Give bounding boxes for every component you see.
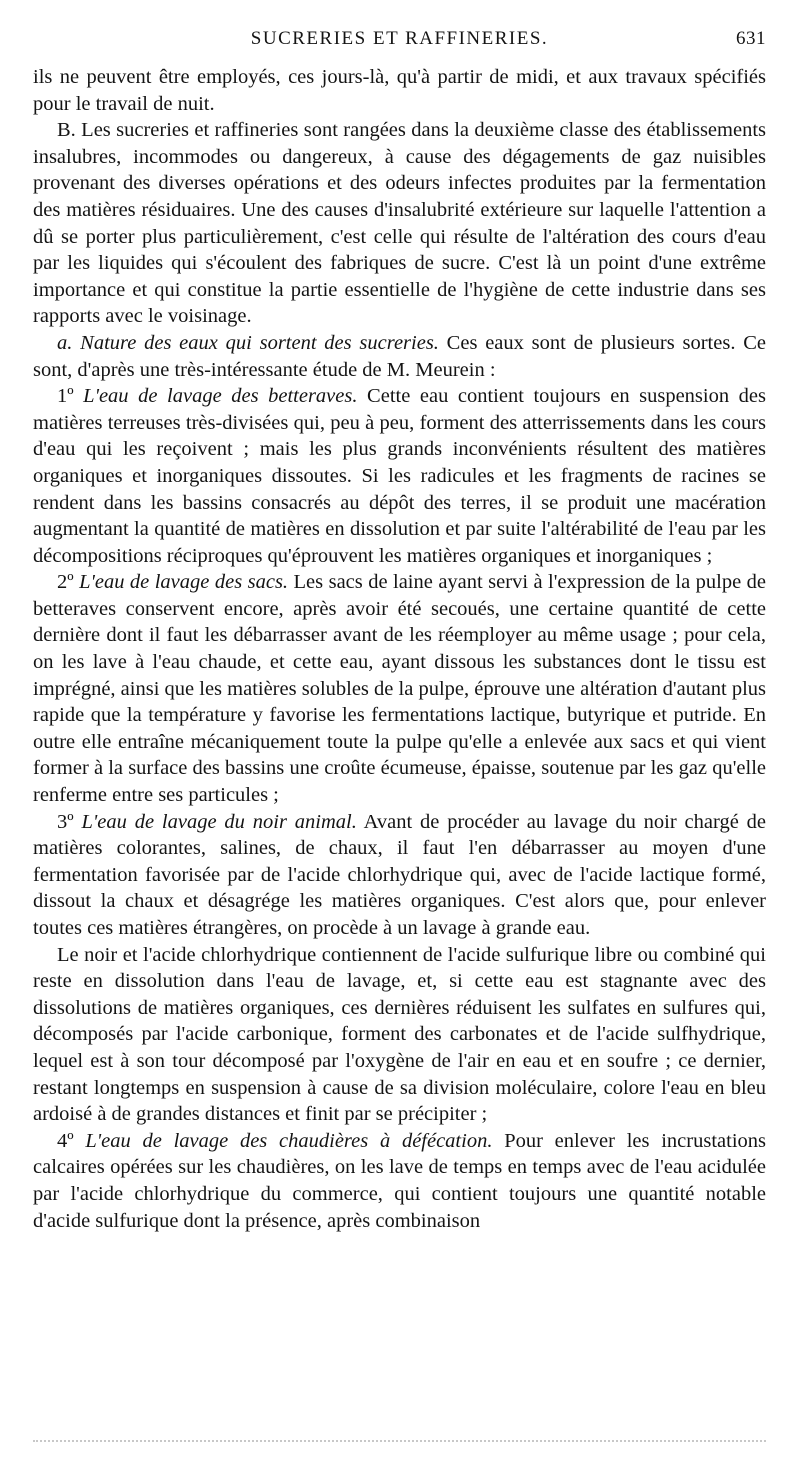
paragraph-text: Pour enlever les incrustations calcaires opérées sur les chaudières, on les lave de temps en temps avec de l'eau acidulée par l'acide chlorhydrique du commerce, qui contient toujours une quantité notable d'acide sulfurique dont la présence, après combinaison: [33, 1129, 766, 1232]
paragraph-text: Avant de procéder au lavage du noir chargé de matières colorantes, salines, de chaux, il faut l'en débarrasser au moyen d'une fermentation favorisée par de l'acide chlorhydrique qui, avec de l'acide lactique formé, dissout la chaux et désagrége les matières organiques. C'est alors que, pour enlever toutes ces matières étrangères, on procède à un lavage à grande eau.: [33, 810, 766, 939]
paragraph-continuation: ils ne peuvent être employés, ces jours-là, qu'à partir de midi, et aux travaux spécifiés pour le travail de nuit.: [33, 66, 766, 115]
running-header: [33, 28, 766, 54]
item-heading: L'eau de lavage des sacs.: [79, 571, 289, 594]
body-text: [33, 64, 766, 1234]
paragraph-item-1: [33, 383, 766, 569]
page-number: 631: [736, 28, 766, 49]
paragraph-item-3: [33, 809, 766, 942]
running-title: SUCRERIES ET RAFFINERIES.: [250, 28, 549, 49]
subheading-nature-des-eaux: a. Nature des eaux qui sortent des sucreries.: [57, 331, 439, 354]
paragraph-nature-des-eaux: [33, 330, 766, 383]
item-number: 4º: [57, 1129, 86, 1152]
item-heading: L'eau de lavage des chaudières à défécation.: [85, 1129, 493, 1152]
paragraph-item-4: [33, 1128, 766, 1234]
item-number: 1º: [57, 385, 84, 408]
item-number: 3º: [57, 810, 82, 833]
paragraph-text: Ces eaux sont de plusieurs sortes. Ce sont, d'après une très-intéressante étude de M. Meurein :: [33, 331, 766, 381]
item-heading: L'eau de lavage du noir animal.: [81, 810, 357, 833]
item-number: 2º: [57, 571, 80, 594]
paragraph-text: Les sacs de laine ayant servi à l'expression de la pulpe de betteraves conservent encore, après avoir été secoués, une certaine quantité de cette dernière dont il faut les débarrasser avant de les réemployer au même usage ; pour cela, on les lave à l'eau chaude, et cette eau, ayant dissous les substances dont le tissu est imprégné, ainsi que les matières solubles de la pulpe, éprouve une altération d'autant plus rapide que la température y favorise les fermentations lactique, butyrique et putride. En outre elle entraîne mécaniquement toute la pulpe qu'elle a enlevée aux sacs et qui vient former à la surface des bassins une croûte écumeuse, épaisse, soutenue par les gaz qu'elle renferme entre ses particules ;: [33, 571, 766, 807]
bleed-through-rule: [33, 1440, 766, 1442]
book-page: [33, 28, 766, 1234]
item-heading: L'eau de lavage des betteraves.: [83, 385, 358, 408]
paragraph-text: Cette eau contient toujours en suspension des matières terreuses très-divisées qui, peu à peu, forment des atterrissements dans les cours d'eau qui les reçoivent ; mais les plus grands inconvénients résultent des matières organiques et inorganiques dissoutes. Si les radicules et les fragments de racines se rendent dans les bassins consacrés au dépôt des terres, il se produit une macération augmentant la quantité de matières en dissolution et par suite l'altérabilité de l'eau par les décompositions réciproques qu'éprouvent les matières organiques et inorganiques ;: [33, 385, 766, 567]
paragraph-item-2: [33, 569, 766, 808]
paragraph-section-b: B. Les sucreries et raffineries sont rangées dans la deuxième classe des établissements insalubres, incommodes ou dangereux, à cause des dégagements de gaz nuisibles provenant des diverses opérations et des odeurs infectes produites par la fermentation des matières résiduaires. Une des causes d'insalubrité extérieure sur laquelle l'attention a dû se porter plus particulièrement, c'est celle qui résulte de l'altération des cours d'eau par les liquides qui s'écoulent des fabriques de sucre. C'est là un point d'une extrême importance et qui constitue la partie essentielle de l'hygiène de cette industrie dans ses rapports avec le voisinage.: [33, 119, 766, 328]
paragraph-noir-acide: Le noir et l'acide chlorhydrique contiennent de l'acide sulfurique libre ou combiné qui reste en dissolution dans l'eau de lavage, et, si cette eau est stagnante avec des dissolutions de matières organiques, ces dernières réduisent les sulfates en sulfures qui, décomposés par l'acide carbonique, forment des carbonates et de l'acide sulfhydrique, lequel est à son tour décomposé par l'oxygène de l'air en eau et en soufre ; ce dernier, restant longtemps en suspension à cause de sa division moléculaire, colore l'eau en bleu ardoisé à de grandes distances et finit par se précipiter ;: [33, 943, 766, 1126]
